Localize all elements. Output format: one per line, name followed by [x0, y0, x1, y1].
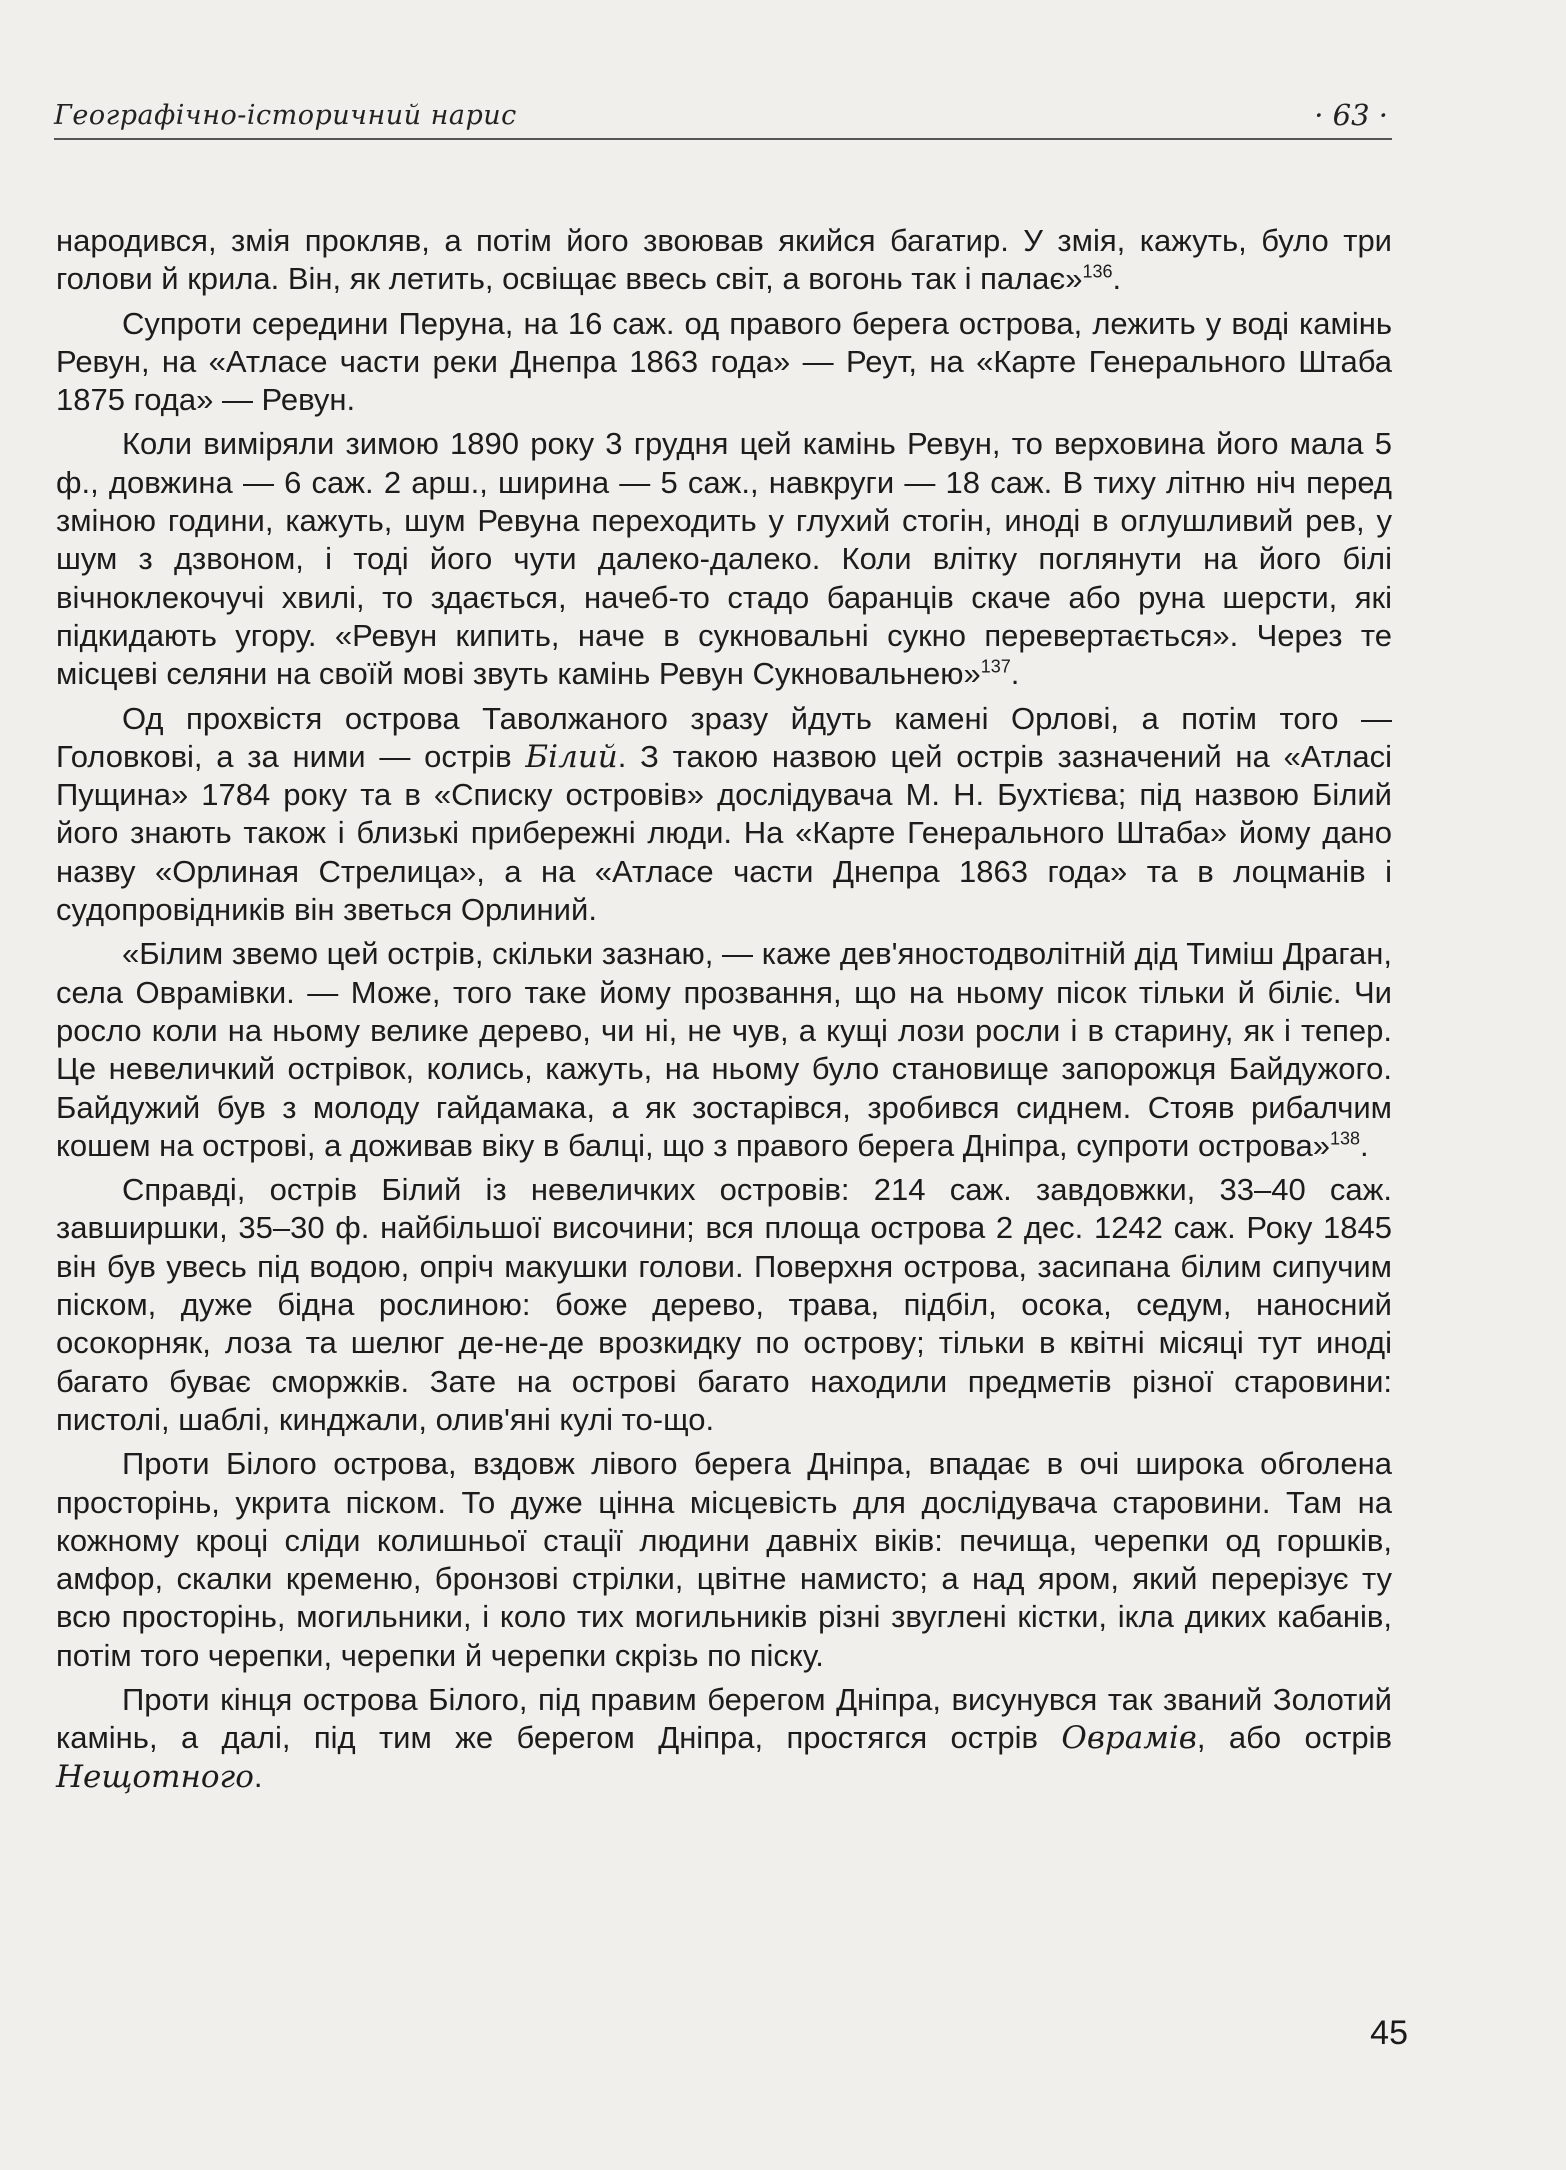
footnote-ref: 137	[980, 656, 1011, 677]
italic-name: Білий	[525, 738, 618, 775]
text-run: Проти кінця острова Білого, під правим берегом Дніпра, висунувся так званий Золотий камінь, а далі, під тим же берегом Дніпра, простягся острів	[56, 1681, 1392, 1756]
paragraph	[56, 700, 1392, 930]
running-header-title: Географічно-історичний нарис	[54, 100, 517, 131]
text-run: Супроти середини Перуна, на 16 саж. од правого берега острова, лежить у воді камінь Ревун, на «Атласе части реки Днепра 1863 года» — Реут, на «Карте Генерального Штаба 1875 года» — Ревун.	[56, 305, 1392, 418]
running-header-page-marker: · 63 ·	[1314, 98, 1388, 132]
text-run: «Білим звемо цей острів, скільки зазнаю, — каже дев'яностодволітній дід Тиміш Драган, села Оврамівки. — Може, того таке йому прозвання, що на ньому пісок тільки й біліє. Чи росло коли на ньому велике дерево, чи ні, не чув, а кущі лози росли і в старину, як і тепер. Це невеличкий острівок, колись, кажуть, на ньому було становище запорожця Байдужого. Байдужий був з молоду гайдамака, а як зостарівся, зробився сиднем. Стояв рибалчим кошем на острові, а доживав віку в балці, що з правого берега Дніпра, супроти острова»	[56, 936, 1392, 1163]
body-text	[56, 222, 1392, 1802]
paragraph	[56, 935, 1392, 1165]
text-run: Од прохвістя острова Таволжаного зразу йдуть камені Орлові, а потім того — Головкові, а за ними — острів	[56, 700, 1392, 774]
text-run: . З такою назвою цей острів зазначений на «Атласі Пущина» 1784 року та в «Списку островів» дослідувача М. Н. Бухтієва; під назвою Білий його знають також і близькі прибережні люди. На «Карте Генерального Штаба» йому дано назву «Орлиная Стрелица», а на «Атласе части Днепра 1863 года» та в лоцманів і судопровідників він зветься Орлиний.	[56, 738, 1393, 928]
italic-name: Оврамів	[1061, 1720, 1197, 1757]
page-number: 45	[1370, 2014, 1408, 2052]
footnote-ref: 136	[1082, 261, 1113, 282]
text-run: .	[1112, 261, 1122, 297]
running-header	[54, 98, 1392, 140]
text-run: Справді, острів Білий із невеличких островів: 214 саж. завдовжки, 33–40 саж. завширшки, 35–30 ф. найбільшої височини; вся площа острова 2 дес. 1242 саж. Року 1845 він був увесь під водою, опріч макушки голови. Поверхня острова, засипана білим сипучим піском, дуже бідна рослиною: боже дерево, трава, підбіл, осока, седум, наносний осокорняк, лоза та шелюг де-не-де врозкидку по острову; тільки в квітні місяці тут иноді багато буває сморжків. Зате на острові багато находили предметів різної старовини: пистолі, шаблі, кинджали, олив'яні кулі то-що.	[56, 1172, 1392, 1437]
text-run: народився, змія прокляв, а потім його звоював якийся багатир. У змія, кажуть, було три голови й крила. Він, як летить, освіщає ввесь світ, а вогонь так і палає»	[56, 223, 1392, 297]
paragraph	[56, 425, 1392, 693]
text-run: .	[1010, 656, 1020, 692]
text-run: , або острів	[1196, 1720, 1392, 1756]
text-run: .	[253, 1758, 263, 1794]
paragraph	[56, 1681, 1392, 1796]
text-run: Коли виміряли зимою 1890 року 3 грудня цей камінь Ревун, то верховина його мала 5 ф., довжина — 6 саж. 2 арш., ширина — 5 саж., навкруги — 18 саж. В тиху літню ніч перед зміною години, кажуть, шум Ревуна переходить у глухий стогін, иноді в оглушливий рев, у шум з дзвоном, і тоді його чути далеко-далеко. Коли влітку поглянути на його білі вічноклекочучі хвилі, то здається, начеб-то стадо баранців скаче або руна шерсти, які підкидають угору. «Ревун кипить, наче в сукновальні сукно перевертається». Через те місцеві селяни на своїй мові звуть камінь Ревун Сукновальнею»	[56, 426, 1392, 692]
paragraph	[56, 222, 1392, 299]
paragraph	[56, 305, 1392, 420]
paragraph	[56, 1445, 1392, 1675]
footnote-ref: 138	[1329, 1128, 1361, 1149]
text-run: .	[1360, 1127, 1369, 1163]
text-run: Проти Білого острова, вздовж лівого берега Дніпра, впадає в очі широка обголена просторінь, укрита піском. То дуже цінна місцевість для дослідувача старовини. Там на кожному кроці сліди колишньої стації людини давніх віків: печища, черепки од горшків, амфор, скалки кременю, бронзові стрілки, цвітне намисто; а над яром, який перерізує ту всю просторінь, могильники, і коло тих могильників різні звуглені кістки, ікла диких кабанів, потім того черепки, черепки й черепки скрізь по піску.	[56, 1446, 1392, 1673]
italic-name: Нещотного	[56, 1758, 254, 1795]
paragraph	[56, 1171, 1392, 1439]
